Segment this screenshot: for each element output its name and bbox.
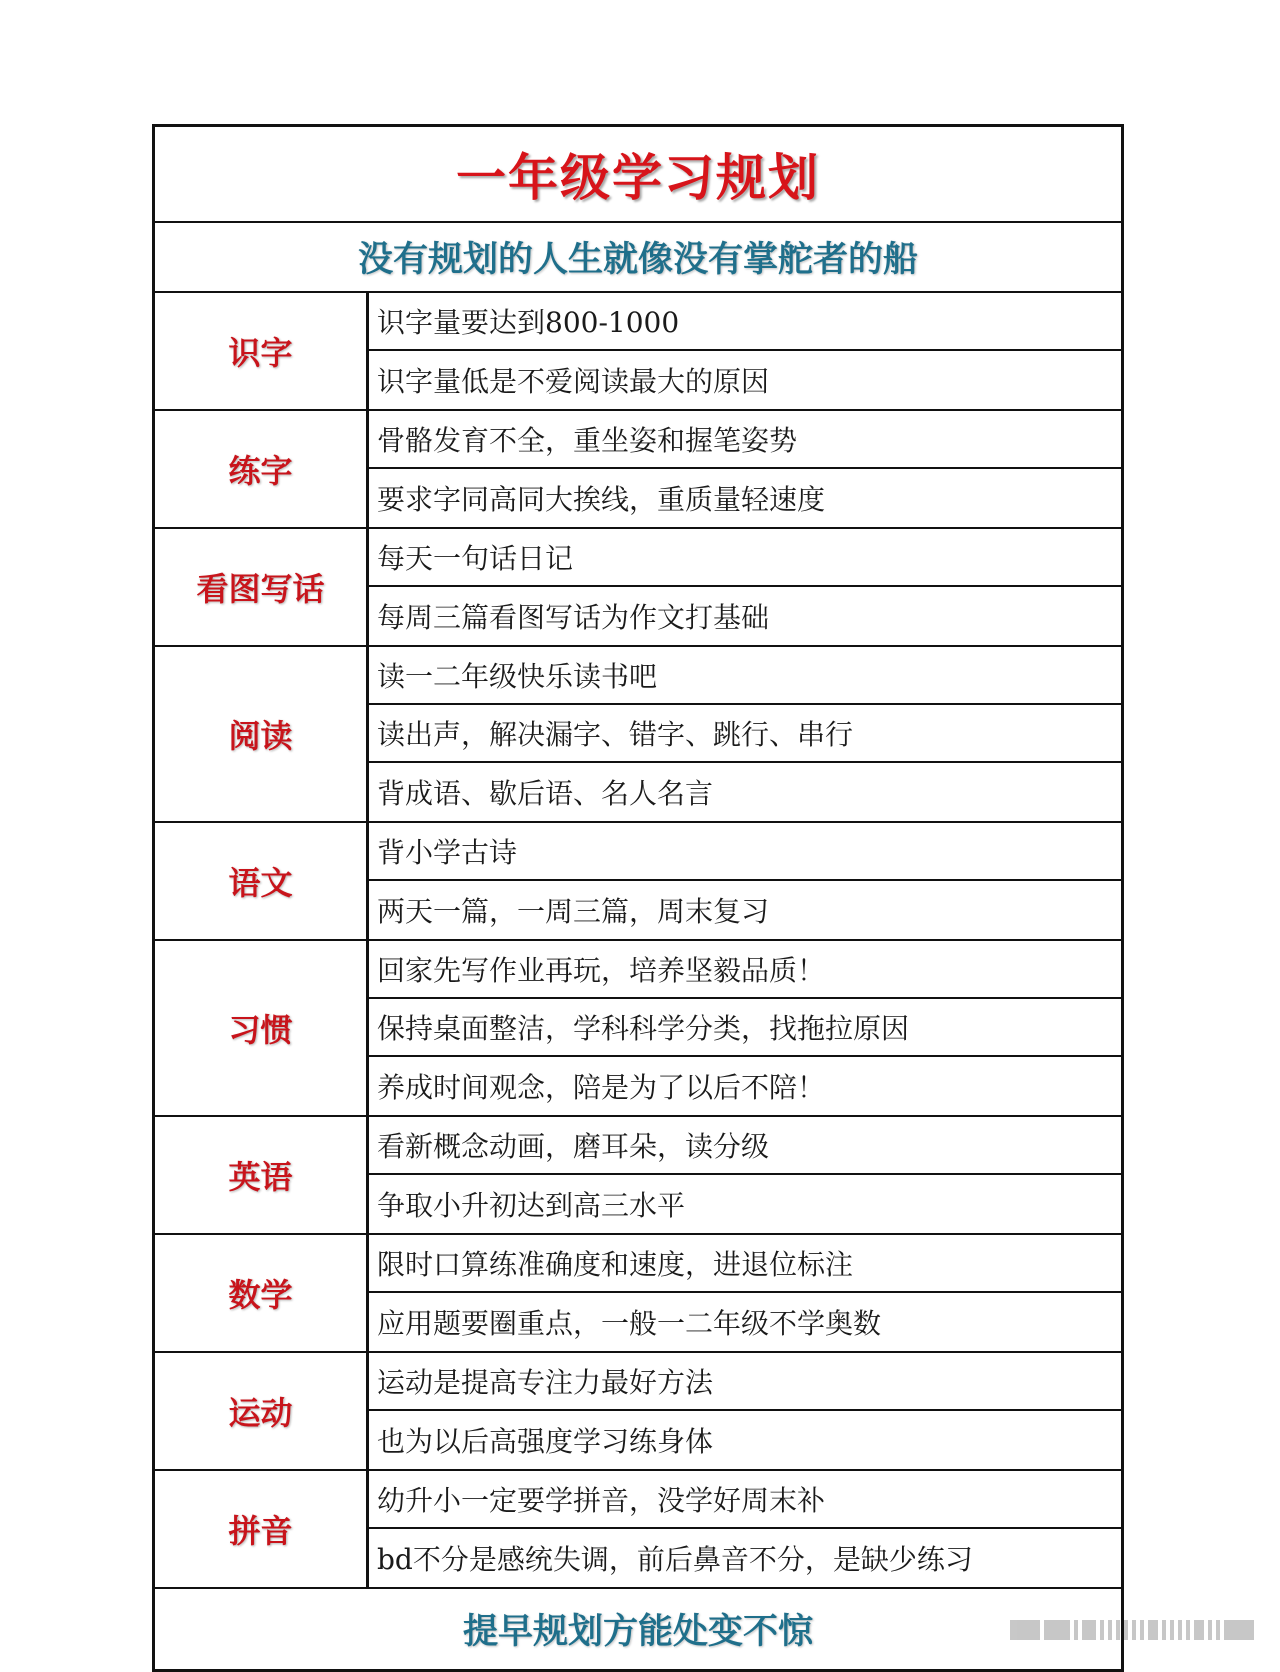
category-cell (155, 293, 369, 409)
category-label: 英语 (228, 1158, 293, 1196)
item-list (369, 1471, 1121, 1587)
plan-item: 运动是提高专注力最好方法 (369, 1353, 1121, 1411)
category-label: 数学 (228, 1276, 293, 1314)
section-row (155, 1471, 1121, 1589)
section-row (155, 411, 1121, 529)
section-row (155, 647, 1121, 823)
plan-item: 应用题要圈重点，一般一二年级不学奥数 (377, 1307, 882, 1340)
item-list (369, 823, 1121, 939)
footer-row (155, 1589, 1121, 1669)
item-list (369, 1235, 1121, 1351)
title-row (155, 127, 1121, 223)
section-row (155, 1235, 1121, 1353)
plan-item: 识字量低是不爱阅读最大的原因 (377, 365, 770, 398)
page-subtitle: 没有规划的人生就像没有掌舵者的船 (357, 240, 918, 280)
watermark-bar (1108, 1620, 1112, 1640)
item-list (369, 941, 1121, 1115)
plan-item: 每天一句话日记 (369, 529, 1121, 587)
item-list (369, 647, 1121, 821)
plan-item: 两天一篇，一周三篇，周末复习 (377, 895, 770, 928)
watermark-bar (1170, 1620, 1174, 1640)
watermark-bar (1208, 1620, 1212, 1640)
category-label: 运动 (228, 1394, 293, 1432)
watermark-bar (1116, 1620, 1120, 1640)
watermark-bar (1140, 1620, 1144, 1640)
watermark-bar (1074, 1620, 1078, 1640)
item-list (369, 411, 1121, 527)
section-row (155, 941, 1121, 1117)
category-label: 看图写话 (196, 570, 325, 608)
category-cell (155, 411, 369, 527)
page-title: 一年级学习规划 (456, 149, 820, 207)
plan-item: 也为以后高强度学习练身体 (377, 1425, 714, 1458)
category-cell (155, 1471, 369, 1587)
plan-item: 争取小升初达到高三水平 (377, 1189, 686, 1222)
plan-item: 背成语、歇后语、名人名言 (377, 777, 714, 810)
category-cell (155, 941, 369, 1115)
plan-item: 看新概念动画，磨耳朵，读分级 (369, 1117, 1121, 1175)
watermark-bar (1082, 1620, 1096, 1640)
section-row (155, 823, 1121, 941)
watermark-bar (1216, 1620, 1220, 1640)
plan-item: 背小学古诗 (369, 823, 1121, 881)
section-row (155, 1353, 1121, 1471)
plan-item: 保持桌面整洁，学科科学分类，找拖拉原因 (369, 999, 1121, 1057)
category-label: 语文 (228, 864, 293, 902)
plan-item: 识字量要达到800-1000 (369, 293, 1121, 351)
category-label: 拼音 (228, 1512, 293, 1550)
watermark-bar (1224, 1620, 1254, 1640)
plan-item: 养成时间观念，陪是为了以后不陪！ (377, 1071, 826, 1104)
watermark-logo (1010, 1618, 1258, 1642)
watermark-bar (1148, 1620, 1158, 1640)
plan-item: 要求字同高同大挨线，重质量轻速度 (377, 483, 826, 516)
watermark-bar (1186, 1620, 1190, 1640)
plan-item: bd不分是感统失调，前后鼻音不分，是缺少练习 (377, 1543, 973, 1576)
plan-item: 每周三篇看图写话为作文打基础 (377, 601, 770, 634)
category-cell (155, 1353, 369, 1469)
watermark-bar (1194, 1620, 1204, 1640)
item-list (369, 1353, 1121, 1469)
watermark-bar (1010, 1620, 1040, 1640)
watermark-bar (1100, 1620, 1104, 1640)
item-list (369, 293, 1121, 409)
plan-item: 回家先写作业再玩，培养坚毅品质！ (369, 941, 1121, 999)
category-cell (155, 1235, 369, 1351)
footer-slogan: 提早规划方能处变不惊 (462, 1612, 813, 1652)
plan-item: 幼升小一定要学拼音，没学好周末补 (369, 1471, 1121, 1529)
section-row (155, 529, 1121, 647)
category-label: 习惯 (228, 1011, 293, 1049)
subtitle-row (155, 223, 1121, 293)
category-label: 阅读 (228, 717, 293, 755)
item-list (369, 1117, 1121, 1233)
study-plan-table (152, 124, 1124, 1672)
plan-item: 读一二年级快乐读书吧 (369, 647, 1121, 705)
watermark-bar (1132, 1620, 1136, 1640)
category-cell (155, 1117, 369, 1233)
sections-container (155, 293, 1121, 1589)
plan-item: 读出声，解决漏字、错字、跳行、串行 (369, 705, 1121, 763)
watermark-bar (1162, 1620, 1166, 1640)
category-label: 识字 (228, 334, 293, 372)
category-cell (155, 529, 369, 645)
plan-item: 限时口算练准确度和速度，进退位标注 (369, 1235, 1121, 1293)
plan-item: 骨骼发育不全，重坐姿和握笔姿势 (369, 411, 1121, 469)
section-row (155, 293, 1121, 411)
category-cell (155, 823, 369, 939)
item-list (369, 529, 1121, 645)
section-row (155, 1117, 1121, 1235)
watermark-bar (1124, 1620, 1128, 1640)
watermark-bar (1044, 1620, 1070, 1640)
watermark-bar (1178, 1620, 1182, 1640)
category-cell (155, 647, 369, 821)
category-label: 练字 (228, 452, 293, 490)
